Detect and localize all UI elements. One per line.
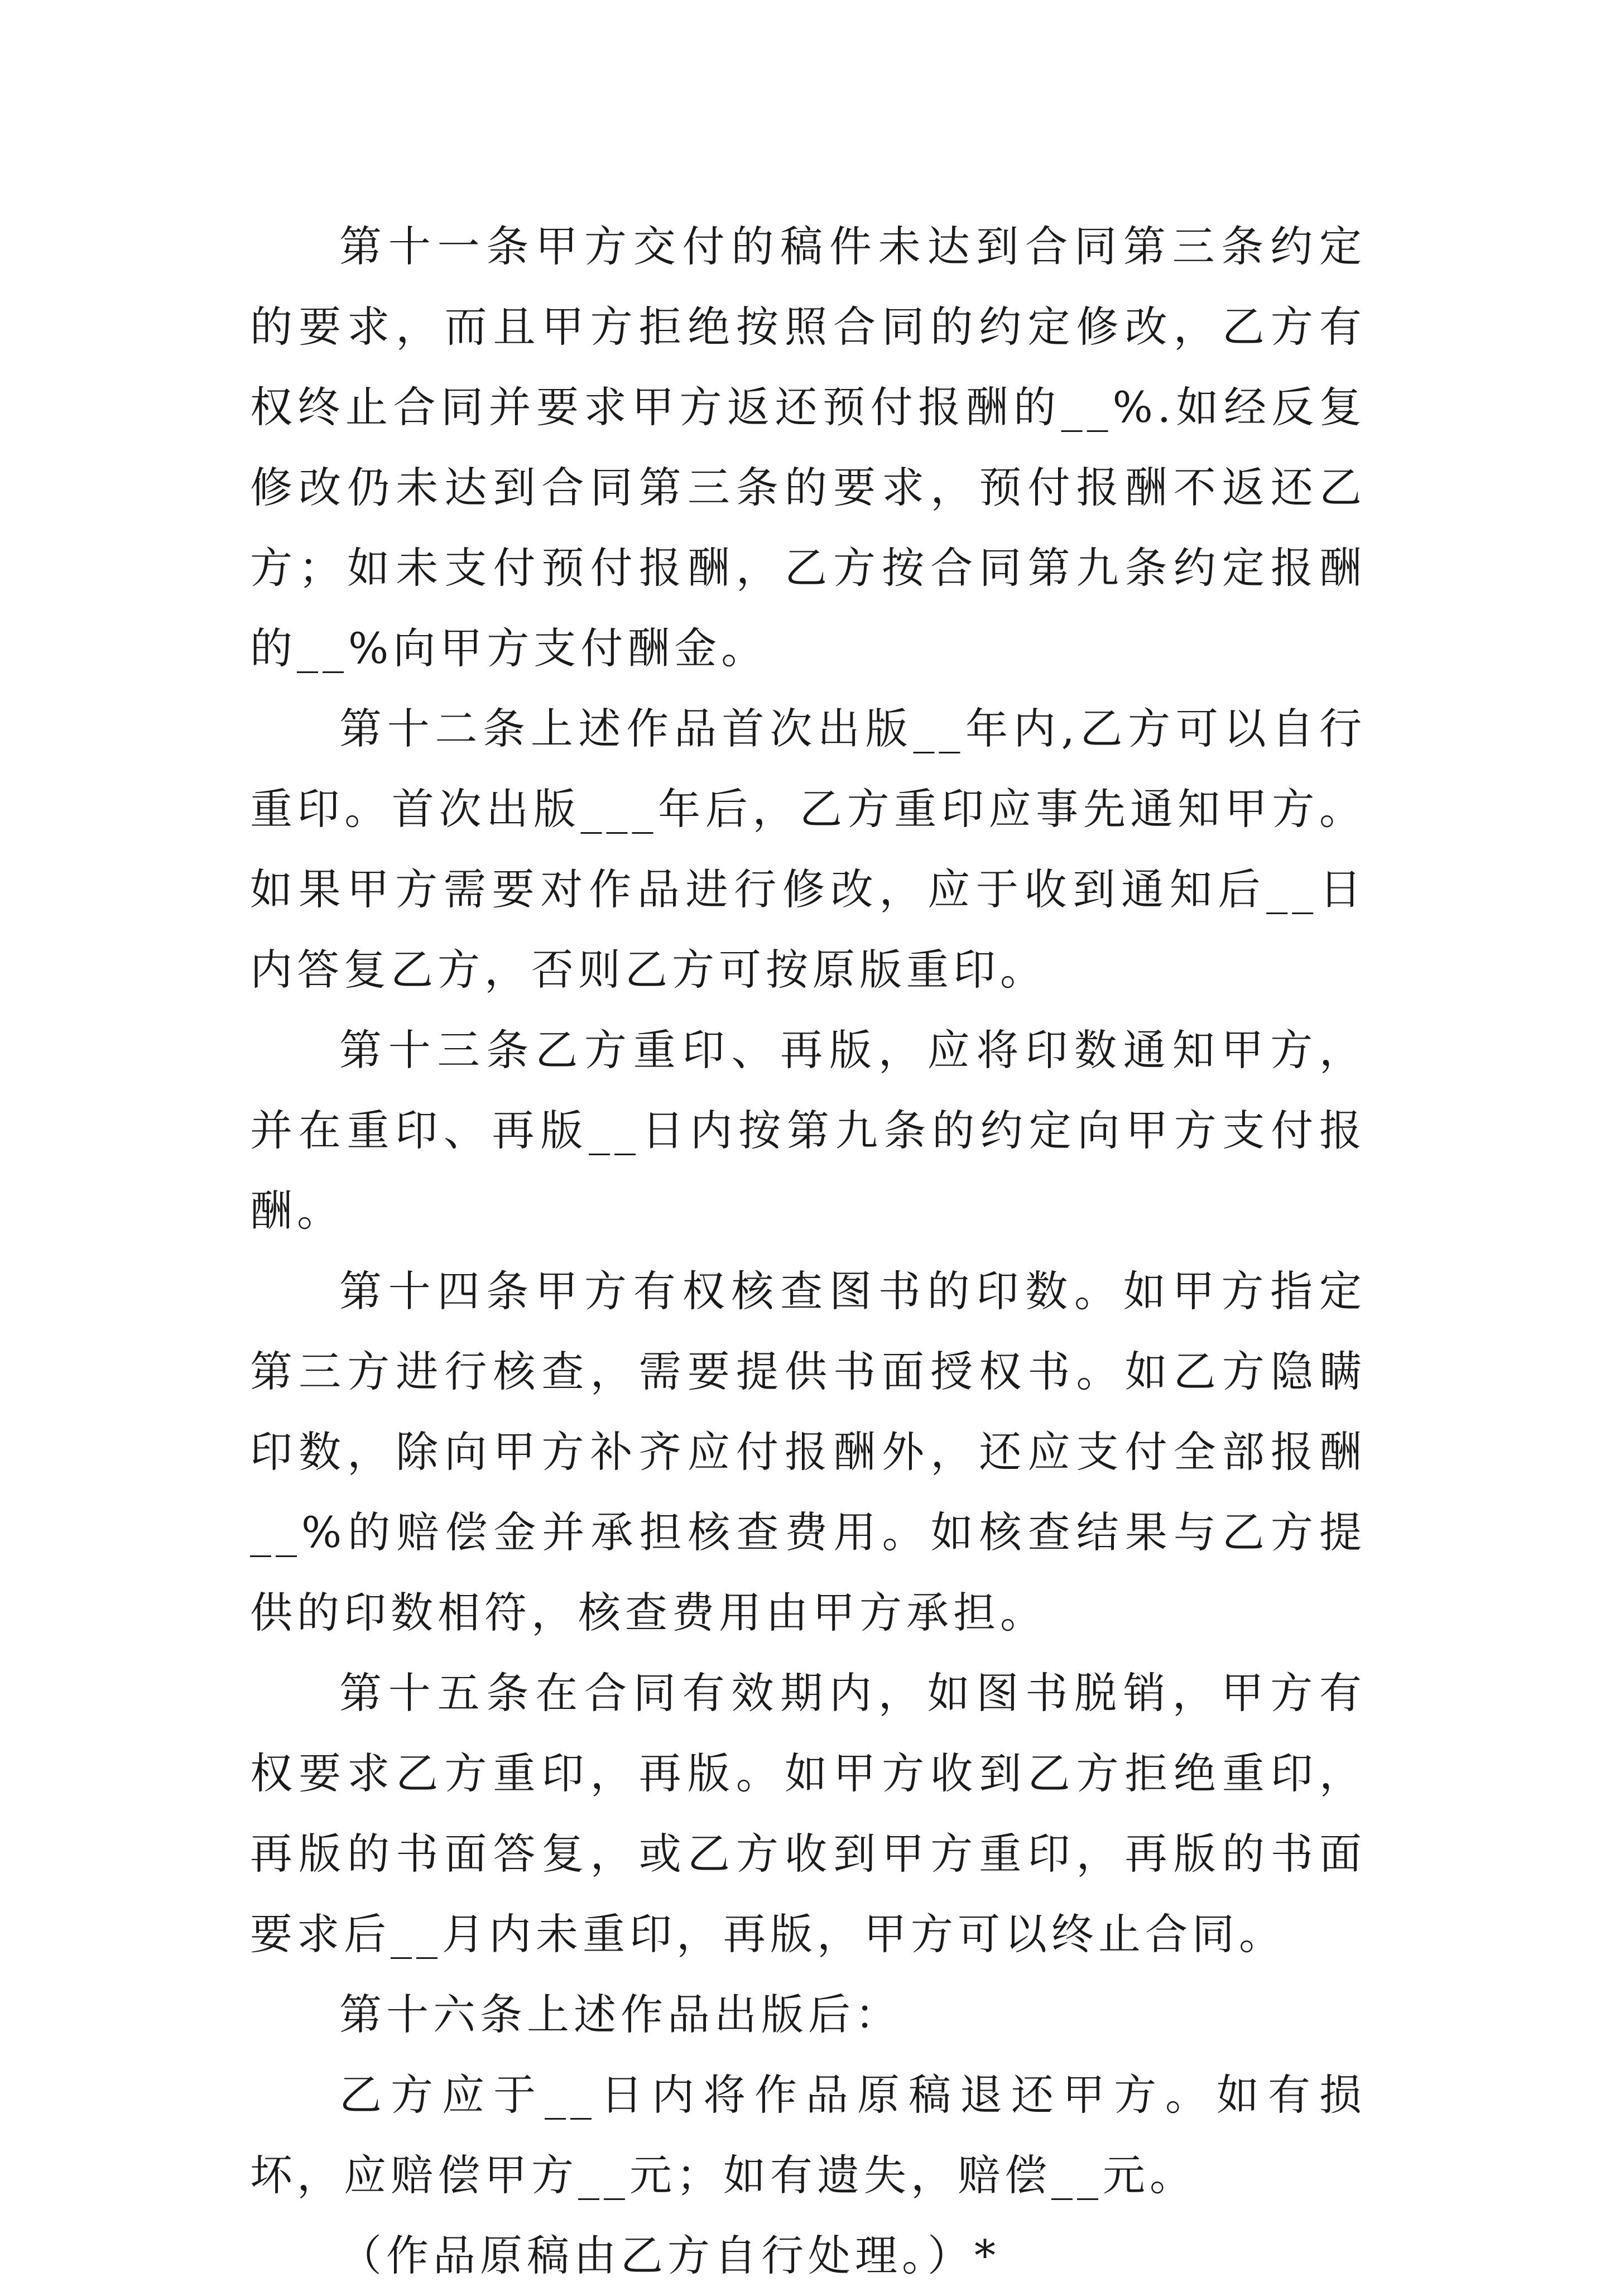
paragraph-article-16-return-manuscript: 乙方应于__日内将作品原稿退还甲方。如有损坏，应赔偿甲方__元；如有遗失，赔偿__元。 — [250, 2070, 1366, 2200]
paragraph-article-11: 第十一条甲方交付的稿件未达到合同第三条约定的要求，而且甲方拒绝按照合同的约定修改，乙方有权终止合同并要求甲方返还预付报酬的__%.如经反复修改仍未达到合同第三条的要求，预付报酬不返还乙方；如未支付预付报酬，乙方按合同第九条约定报酬的__%向甲方支付酬金。 — [250, 222, 1366, 673]
paragraph-article-15: 第十五条在合同有效期内，如图书脱销，甲方有权要求乙方重印，再版。如甲方收到乙方拒绝重印，再版的书面答复，或乙方收到甲方重印，再版的书面要求后__月内未重印，再版，甲方可以终止合同。 — [250, 1668, 1366, 1959]
paragraph-article-13: 第十三条乙方重印、再版，应将印数通知甲方，并在重印、再版__日内按第九条的约定向甲方支付报酬。 — [250, 1025, 1366, 1236]
paragraph-article-16-heading: 第十六条上述作品出版后： — [339, 1990, 902, 2039]
paragraph-article-16-note: （作品原稿由乙方自行处理。）* — [339, 2231, 1000, 2280]
document-body — [250, 206, 1366, 2296]
paragraph-article-14: 第十四条甲方有权核查图书的印数。如甲方指定第三方进行核查，需要提供书面授权书。如乙方隐瞒印数，除向甲方补齐应付报酬外，还应支付全部报酬__%的赔偿金并承担核查费用。如核查结果与乙方提供的印数相符，核查费用由甲方承担。 — [250, 1266, 1366, 1637]
paragraph-article-12: 第十二条上述作品首次出版__年内,乙方可以自行重印。首次出版___年后，乙方重印应事先通知甲方。如果甲方需要对作品进行修改，应于收到通知后__日内答复乙方，否则乙方可按原版重印。 — [250, 704, 1366, 995]
